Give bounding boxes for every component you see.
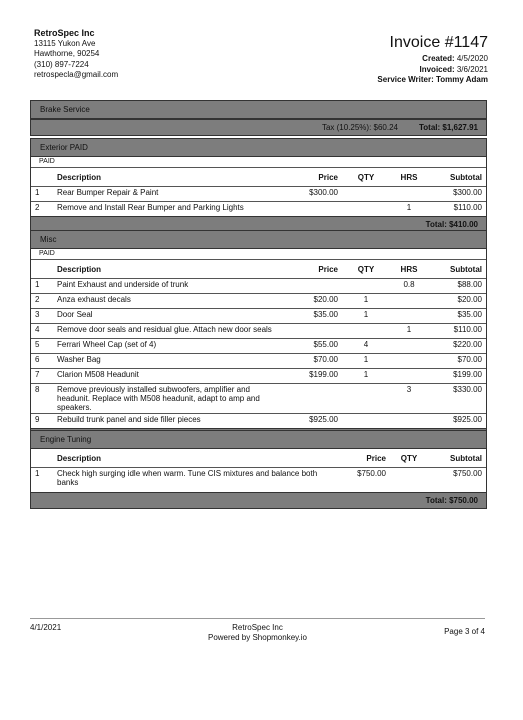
row-price: $35.00 [284, 309, 342, 324]
row-hrs [390, 354, 428, 369]
section-total: Total: $410.00 [425, 220, 478, 229]
row-hrs [390, 414, 428, 429]
row-subtotal: $199.00 [428, 369, 486, 384]
exterior-section [30, 138, 487, 233]
row-number: 2 [31, 202, 53, 217]
row-qty: 1 [342, 294, 390, 309]
table-row [31, 369, 486, 384]
col-description: Description [57, 172, 102, 182]
footer-company: RetroSpec Inc [232, 623, 283, 632]
company-address-line2: Hawthorne, 90254 [34, 49, 100, 58]
row-description: Washer Bag [53, 354, 284, 369]
section-paid-label: PAID [31, 249, 486, 260]
service-writer-name: Tommy Adam [435, 75, 488, 84]
company-email: retrospecla@gmail.com [34, 70, 119, 79]
col-price: Price [318, 172, 338, 182]
row-hrs: 0.8 [390, 279, 428, 294]
page-number: Page 3 of 4 [444, 627, 485, 636]
table-row [31, 324, 486, 339]
col-qty: QTY [357, 264, 375, 274]
row-subtotal: $35.00 [428, 309, 486, 324]
row-description: Door Seal [53, 309, 284, 324]
row-subtotal: $20.00 [428, 294, 486, 309]
row-description: Ferrari Wheel Cap (set of 4) [53, 339, 284, 354]
row-price [284, 279, 342, 294]
section-title: Misc [31, 231, 486, 249]
row-qty [342, 187, 390, 202]
row-subtotal: $110.00 [428, 202, 486, 217]
section-title: Engine Tuning [31, 431, 486, 449]
row-subtotal: $70.00 [428, 354, 486, 369]
row-subtotal: $220.00 [428, 339, 486, 354]
table-row [31, 309, 486, 324]
row-price [284, 324, 342, 339]
row-hrs: 3 [390, 384, 428, 414]
table-row [31, 294, 486, 309]
row-number: 3 [31, 309, 53, 324]
row-description: Clarion M508 Headunit [53, 369, 284, 384]
col-hrs: HRS [400, 264, 418, 274]
table-row [31, 354, 486, 369]
row-description: Remove and Install Rear Bumper and Parking Lights [53, 202, 284, 217]
col-qty: QTY [400, 453, 418, 463]
row-hrs [390, 339, 428, 354]
row-qty: 4 [342, 339, 390, 354]
row-hrs [390, 187, 428, 202]
row-qty: 1 [342, 369, 390, 384]
row-hrs [390, 309, 428, 324]
row-qty [342, 414, 390, 429]
company-address-line1: 13115 Yukon Ave [34, 38, 96, 48]
table-row [31, 414, 486, 429]
row-description: Rebuild trunk panel and side filler pieces [53, 414, 284, 429]
row-description: Check high surging idle when warm. Tune CIS mixtures and balance both banks [53, 468, 332, 489]
row-subtotal: $925.00 [428, 414, 486, 429]
created-label: Created: [422, 54, 455, 63]
row-price: $70.00 [284, 354, 342, 369]
row-number: 1 [31, 279, 53, 294]
row-qty: 1 [342, 309, 390, 324]
row-qty [342, 384, 390, 414]
row-qty [342, 279, 390, 294]
engine-tuning-section [30, 430, 487, 509]
line-items-table [31, 260, 486, 428]
row-price: $750.00 [332, 468, 390, 489]
col-subtotal: Subtotal [450, 172, 482, 182]
table-row [31, 279, 486, 294]
row-price: $20.00 [284, 294, 342, 309]
line-items-table [31, 168, 486, 216]
section-total: Total: $1,627.91 [419, 123, 478, 132]
col-price: Price [318, 264, 338, 274]
row-qty [342, 202, 390, 217]
col-subtotal: Subtotal [450, 453, 482, 463]
row-number: 1 [31, 468, 53, 489]
row-hrs [390, 294, 428, 309]
section-total-bar [31, 119, 486, 135]
row-description: Paint Exhaust and underside of trunk [53, 279, 284, 294]
row-number: 8 [31, 384, 53, 414]
row-description: Remove previously installed subwoofers, amplifier and headunit. Replace with M508 headunit, adapt to amp and speakers. [53, 384, 284, 414]
invoiced-label: Invoiced: [419, 64, 455, 74]
invoice-header [377, 34, 488, 86]
company-name: RetroSpec Inc [34, 28, 95, 38]
row-price: $300.00 [284, 187, 342, 202]
col-description: Description [57, 264, 102, 274]
row-qty: 1 [342, 354, 390, 369]
row-hrs [390, 369, 428, 384]
brake-service-section [30, 100, 487, 136]
row-price [284, 202, 342, 217]
col-price: Price [366, 453, 386, 463]
col-qty: QTY [357, 172, 375, 182]
table-row [31, 339, 486, 354]
row-subtotal: $300.00 [428, 187, 486, 202]
section-total-bar [31, 492, 486, 508]
section-total: Total: $750.00 [425, 496, 478, 505]
row-qty [342, 324, 390, 339]
row-hrs: 1 [390, 202, 428, 217]
row-number: 2 [31, 294, 53, 309]
table-row [31, 384, 486, 414]
row-number: 5 [31, 339, 53, 354]
line-items-table [31, 449, 486, 488]
table-row [31, 187, 486, 202]
footer-center [30, 623, 485, 643]
row-description: Rear Bumper Repair & Paint [53, 187, 284, 202]
row-number: 4 [31, 324, 53, 339]
row-description: Remove door seals and residual glue. Attach new door seals [53, 324, 284, 339]
row-number: 9 [31, 414, 53, 429]
section-title: Brake Service [31, 101, 486, 119]
row-number: 7 [31, 369, 53, 384]
footer-date: 4/1/2021 [30, 623, 62, 632]
footer-powered-by: Powered by Shopmonkey.io [207, 633, 308, 642]
row-number: 6 [31, 354, 53, 369]
page-footer [30, 618, 485, 642]
row-price: $199.00 [284, 369, 342, 384]
table-row [31, 468, 486, 489]
row-price [284, 384, 342, 414]
row-qty [390, 468, 428, 489]
invoice-number: Invoice #1147 [389, 34, 488, 51]
row-price: $55.00 [284, 339, 342, 354]
invoiced-date: 3/6/2021 [456, 64, 488, 74]
col-hrs: HRS [400, 172, 418, 182]
row-price: $925.00 [284, 414, 342, 429]
col-description: Description [57, 453, 102, 463]
misc-section [30, 230, 487, 445]
service-writer-label: Service Writer: [377, 75, 434, 84]
row-subtotal: $750.00 [428, 468, 486, 489]
row-hrs: 1 [390, 324, 428, 339]
company-info [34, 28, 118, 81]
col-subtotal: Subtotal [450, 264, 482, 274]
section-title: Exterior PAID [31, 139, 486, 157]
section-tax: Tax (10.25%): $60.24 [321, 123, 398, 132]
row-subtotal: $330.00 [428, 384, 486, 414]
row-subtotal: $110.00 [428, 324, 486, 339]
row-description: Anza exhaust decals [53, 294, 284, 309]
table-row [31, 202, 486, 217]
row-subtotal: $88.00 [428, 279, 486, 294]
company-phone: (310) 897-7224 [34, 59, 89, 69]
row-number: 1 [31, 187, 53, 202]
section-paid-label: PAID [31, 157, 486, 168]
created-date: 4/5/2020 [456, 54, 488, 63]
